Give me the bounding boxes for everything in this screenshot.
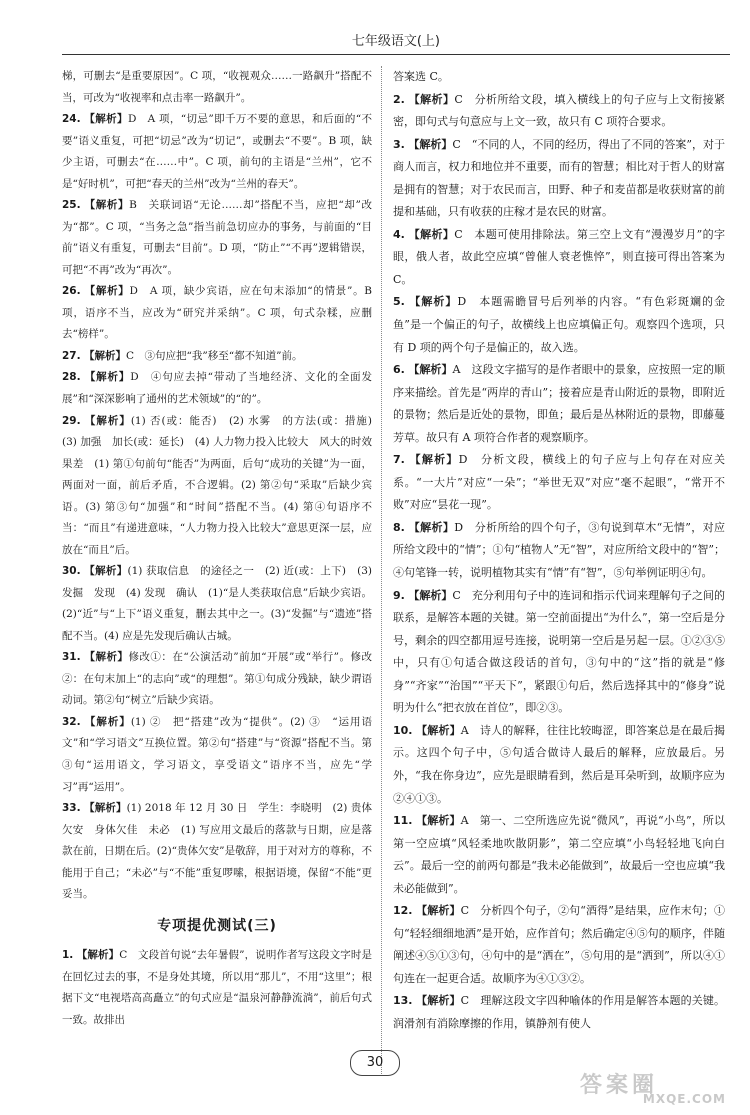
- answer-entry: [62, 281, 372, 346]
- question-number: 1.: [62, 949, 74, 962]
- left-column: [62, 66, 383, 1031]
- analysis-tag: 【解析】: [84, 565, 128, 578]
- entry-text: C ③句应把“我”移至“都不知道”前。: [125, 349, 303, 362]
- analysis-tag: 【解析】: [416, 994, 461, 1008]
- entry-text: 修改①：在“公演活动”前加“开展”或“举行”。修改②：在句末加上“的志向”或“的理想”。第①句成分残缺，缺少谓语动词。第②句“树立”后缺少宾语。: [62, 651, 373, 707]
- analysis-tag: 【解析】: [416, 723, 461, 737]
- watermark-logo: [580, 1068, 730, 1108]
- analysis-tag: 【解析】: [84, 285, 130, 298]
- question-number: 25.: [62, 199, 81, 212]
- answer-entry: [62, 945, 372, 1031]
- question-number: 12.: [393, 904, 413, 918]
- question-number: 13.: [393, 994, 413, 1008]
- analysis-tag: 【解析】: [84, 715, 131, 728]
- answer-entry: [393, 810, 725, 900]
- analysis-tag: 【解析】: [84, 802, 127, 815]
- question-number: 27.: [62, 349, 81, 362]
- entry-text: (1) ② 把“搭建”改为“提供”。(2) ③ “运用语文”和“学习语文”互换位置。第②句“搭建”与“资源”搭配不当。第③句“运用语文，学习语文，享受语文”语序不当，应先“学习”再“运用”。: [62, 715, 372, 793]
- entry-text: C 理解这段文字四种喻体的作用是解答本题的关键。润滑剂有消除摩擦的作用，镇静剂有使人: [393, 994, 725, 1030]
- answer-entry: [393, 359, 725, 449]
- analysis-tag: 【解析】: [408, 588, 453, 602]
- entry-text: A 第一、二空所选应先说“微风”，再说“小鸟”，所以第一空应填“风轻柔地吹散阴影”，第二空应填“小鸟轻轻地飞向白云”。最后一空的前两句都是“我未必能做到”，故最后一空也应填“我未必能做到”。: [393, 814, 726, 895]
- column-divider: [381, 66, 382, 1076]
- question-number: 28.: [62, 371, 81, 384]
- answer-entry: [62, 346, 372, 368]
- answer-entry: [62, 411, 383, 562]
- entry-text: D ④句应去掉“带动了当地经济、文化的全面发展”和“深深影响了通州的艺术领域”的“的”。: [62, 371, 373, 405]
- page-header: [0, 0, 750, 60]
- analysis-tag: 【解析】: [416, 814, 461, 828]
- analysis-tag: 【解析】: [409, 295, 458, 309]
- entry-text: B 关联词语“无论……却”搭配不当，应把“却”改为“都”。C 项，“当务之急”指当前急切应办的事务，与前面的“目前”语义有重复，可删去“目前”。D 项，“防止”“不再”逻辑错误，可把“不再”改为“再次”。: [62, 199, 373, 276]
- answer-entry: [393, 720, 725, 810]
- entry-text: 梯，可删去“是重要原因”。C 项，“收视观众……一路飙升”搭配不当，可改为“收视率和点击率一路飙升”。: [62, 70, 372, 104]
- entry-text: A 诗人的解释，往往比较晦涩，即答案总是在最后揭示。这四个句子中，⑤句适合做诗人最后的解释，应放最后。另外，“我在你身边”，应先是眼睛看到，然后是耳朵听到，故顺序应为②④①③。: [393, 723, 726, 805]
- analysis-tag: 【解析】: [84, 199, 130, 212]
- answer-entry: [393, 224, 725, 292]
- answer-entry: [393, 134, 725, 224]
- question-number: 6.: [393, 363, 405, 377]
- answer-entry: [393, 449, 725, 517]
- question-number: 26.: [62, 285, 81, 298]
- watermark-text-en: MXQE.COM: [642, 1092, 726, 1106]
- entry-text: A 这段文字描写的是作者眼中的景象，应按照一定的顺序来描绘。首先是“两岸的青山”；接着应是青山附近的景物，即附近的景物；然后是近处的景物，即鱼；最后是丛林附近的景物，即藤蔓芳草。故只有 A 项符合作者的观察顺序。: [393, 363, 726, 444]
- analysis-tag: 【解析】: [416, 904, 461, 918]
- analysis-tag: 【解析】: [84, 651, 129, 664]
- entry-text: (1) 获取信息 的途径之一 (2) 近(或：上下) (3) 发掘 发现 (4) 发现 确认 (1)“是人类获取信息”后缺少宾语。(2)“近”与“上下”语义重复，删去其中之一。(3)“发掘”与“遗迹”搭配不当。(4) 应是先发现后确认古城。: [62, 565, 373, 642]
- entry-text: D A 项，“切忌”即千万不要的意思，和后面的“不要”语义重复，可把“切忌”改为“切记”，或删去“不要”。B 项，缺少主语，可删去“在……中”。C 项，前句的主语是“兰州”，它不是“好时机”，可把“春天的兰州”改为“兰州的春天”。: [62, 113, 372, 190]
- answer-entry: [62, 647, 372, 712]
- question-number: 2.: [393, 92, 405, 106]
- entry-text: C “不同的人，不同的经历，得出了不同的答案”，对于商人而言，权力和地位并不重要，而有的智慧；相比对于哲人的财富是拥有的智慧；对于农民而言，田野、种子和麦苗都是收获财富的前提和基础，只有收获的庄稼才是农民的财富。: [393, 137, 726, 219]
- page-number: 30: [350, 1050, 400, 1076]
- entry-text: (1) 否(或：能否) (2) 水雾 的方法(或：措施) (3) 加强 加长(或：延长) (4) 人力物力投入比较大 风大的时效果差 (1) 第①句前句“能否”为两面，后句“成功的关键”为一面，两面对一面，前后矛盾，不合逻辑。(2) 第②句“采取”后缺少宾语。(3) 第③句“加强”和“时间”搭配不当。(4) 第④句语序不当：“而且”有递进意味，“人力物力投入比较大”意思更深一层，应放在“而且”后。: [62, 414, 383, 556]
- analysis-tag: 【解析】: [408, 92, 455, 106]
- question-number: 5.: [393, 295, 405, 309]
- entry-text: D 本题需瞻冒号后列举的内容。“有色彩斑斓的金鱼”是一个偏正的句子，故横线上也应填偏正句。观察四个选项，只有 D 项的两个句子是偏正的，故入选。: [393, 295, 725, 354]
- question-number: 33.: [62, 802, 81, 815]
- answer-entry: [62, 712, 372, 798]
- answer-entry: [393, 89, 725, 134]
- entry-text: C 文段首句说“去年暑假”，说明作者写这段文字时是在回忆过去的事，不是身处其境，所以用“那儿”，不用“这里”；根据下文“电视塔高高矗立”的句式应是“温泉河静静流淌”，前后句式一致。故排出: [62, 949, 372, 1026]
- analysis-tag: 【解析】: [409, 453, 459, 467]
- analysis-tag: 【解析】: [84, 414, 131, 427]
- answer-entry: [62, 195, 372, 281]
- answer-entry: [393, 517, 725, 585]
- question-number: 7.: [393, 453, 405, 467]
- entry-text: C 分析四个句子，②句“酒得”是结果，应作末句；①句“轻轻细细地洒”是开始，应作首句；然后确定④⑤句的顺序，伴随阐述④⑤①③句，④句中的是“洒在”，⑤句用的是“洒到”，所以④①句连在一起更合适。故顺序为④①③②。: [393, 904, 726, 985]
- analysis-tag: 【解析】: [76, 949, 120, 962]
- question-number: 29.: [62, 414, 81, 427]
- answer-entry: [62, 561, 372, 647]
- entry-text: D 分析文段，横线上的句子应与上句存在对应关系。“一大片”对应“一朵”；“举世无双”对应“毫不起眼”，“常开不败”对应“昙花一现”。: [393, 453, 726, 512]
- analysis-tag: 【解析】: [408, 137, 453, 151]
- entry-text: D 分析所给的四个句子，③句说到草木“无情”，对应所给文段中的“情”；①句“植物人”无“智”，对应所给文段中的“智”；④句笔锋一转，说明植物其实有“情”有“智”，⑤句举例证明④句。: [393, 520, 726, 580]
- question-number: 24.: [62, 113, 81, 126]
- entry-text: 答案选 C。: [393, 70, 449, 83]
- answer-entry: [393, 900, 725, 990]
- right-column: [393, 66, 725, 1036]
- analysis-tag: 【解析】: [408, 363, 453, 377]
- entry-text: D A 项，缺少宾语，应在句末添加“的情景”。B 项，语序不当，应改为“研究并采纳”。C 项，句式杂糅，应删去“榜样”。: [62, 285, 373, 341]
- entry-text: C 本题可使用排除法。第三空上文有“漫漫岁月”的字眼，俄人者，故此空应填“曾催人衰老憔悴”，则直接可得出答案为 C。: [393, 227, 726, 286]
- answer-entry: [62, 798, 372, 906]
- entry-text: C 分析所给文段，填入横线上的句子应与上文衔接紧密，即句式与句意应与上文一致，故只有 C 项符合要求。: [393, 92, 726, 129]
- section-title: 专项提优测试(三): [157, 917, 277, 934]
- answer-entry: [393, 291, 725, 359]
- analysis-tag: 【解析】: [408, 227, 455, 241]
- analysis-tag: 【解析】: [84, 113, 128, 126]
- entry-text: (1) 2018 年 12 月 30 日 学生：李晓明 (2) 贵体欠安 身体欠佳 未必 (1) 写应用文最后的落款与日期，应是落款在前，日期在后。(2)“贵体欠安”是敬辞，用于对对方的尊称，不能用于自己；“未必”与“不能”重复啰嗦，根据语境，保留“不能”更妥当。: [62, 802, 372, 901]
- question-number: 10.: [393, 723, 413, 737]
- question-number: 8.: [393, 520, 405, 534]
- answer-entry: [393, 585, 725, 720]
- answer-entry: [393, 66, 725, 89]
- question-number: 9.: [393, 588, 405, 602]
- analysis-tag: 【解析】: [83, 349, 126, 362]
- entry-text: C 充分利用句子中的连词和指示代词来理解句子之间的联系，是解答本题的关键。第一空前面提出“为什么”，第一空后是分号，剩余的四空都用逗号连接，说明第一空后是另起一层。①②③⑤中，只有①句适合做这段话的首句，③句中的“这”指的就是“修身”“齐家”“治国”“平天下”，紧跟①句后，然后选择其中的“修身”说明为什么“把衣放在首位”，即②③。: [393, 588, 726, 715]
- answer-entry: [393, 990, 725, 1035]
- answer-entry: [62, 66, 372, 109]
- watermark-text-zh: 答案圈: [580, 1073, 659, 1098]
- question-number: 30.: [62, 565, 81, 578]
- answer-entry: [62, 367, 372, 410]
- header-title: 七年级语文(上): [351, 34, 440, 49]
- question-number: 32.: [62, 715, 81, 728]
- analysis-tag: 【解析】: [84, 371, 131, 384]
- question-number: 31.: [62, 651, 81, 664]
- analysis-tag: 【解析】: [408, 520, 455, 534]
- question-number: 11.: [393, 814, 413, 828]
- question-number: 4.: [393, 227, 405, 241]
- question-number: 3.: [393, 137, 405, 151]
- answer-entry: [62, 109, 372, 195]
- header-rule: [62, 54, 730, 55]
